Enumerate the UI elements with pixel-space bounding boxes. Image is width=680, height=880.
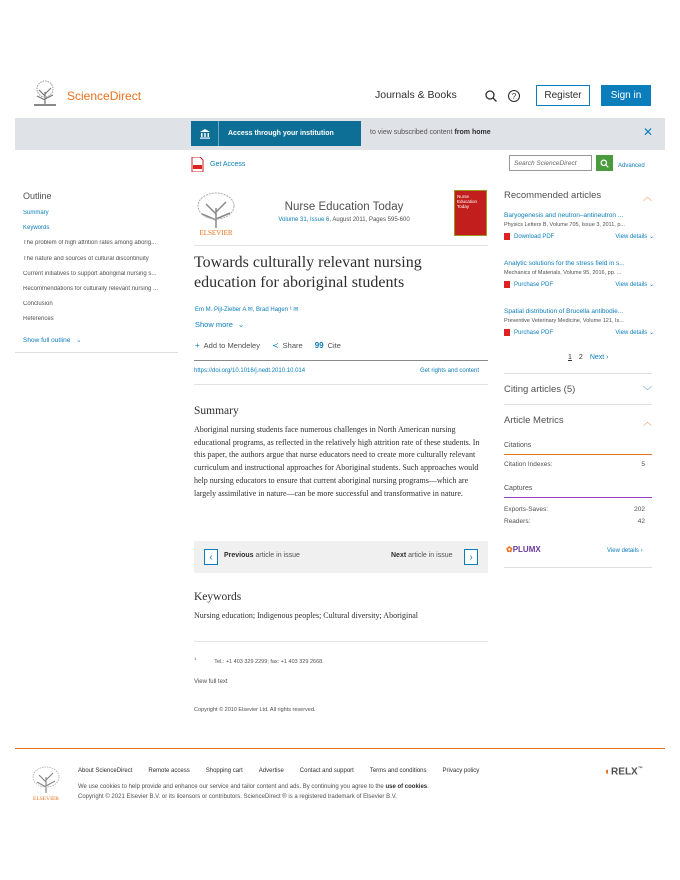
recommended-article-title[interactable]: Spatial distribution of Brucella antibodie...: [504, 308, 624, 315]
rights-link[interactable]: Get rights and content: [420, 368, 480, 374]
sciencedirect-brand[interactable]: ScienceDirect: [67, 89, 142, 103]
citations-label: Citations: [504, 442, 532, 449]
previous-article-button[interactable]: ‹: [204, 549, 218, 565]
citing-articles-title: Citing articles (5): [504, 384, 576, 395]
chevron-down-icon: ﹀: [642, 386, 652, 396]
search-submit-button[interactable]: [596, 155, 613, 171]
show-full-outline-button[interactable]: Show full outline ⌄: [23, 337, 82, 344]
institution-access-label: Access through your institution: [228, 130, 334, 137]
cookie-notice: We use cookies to help provide and enhance our service and tailor content and ads. By continuing you agree to the use of cookies.: [78, 784, 429, 790]
keywords-list: Nursing education; Indigenous peoples; Cultural diversity; Aboriginal: [194, 611, 418, 620]
outline-title: Outline: [23, 191, 52, 201]
captures-divider: [504, 497, 652, 498]
journal-volume: Volume 31, Issue 6, August 2011, Pages 595-600: [278, 217, 410, 223]
recommended-header[interactable]: [504, 190, 652, 203]
keywords-heading: Keywords: [194, 591, 242, 603]
get-access-link[interactable]: [191, 157, 245, 172]
recommended-title: Recommended articles: [504, 190, 602, 201]
outline-divider: [15, 352, 178, 353]
sign-in-button[interactable]: Sign in: [601, 85, 651, 106]
cover-title: Nurse Education Today: [457, 194, 478, 209]
page-2-link[interactable]: 2: [578, 354, 583, 361]
get-access-label: Get Access: [210, 161, 246, 168]
quote-icon: 99: [314, 341, 324, 350]
article-actions: [195, 341, 341, 350]
divider: [504, 567, 652, 568]
elsevier-logo[interactable]: [194, 190, 238, 236]
share-icon: ≺: [271, 341, 279, 350]
citing-articles-header[interactable]: [504, 384, 652, 397]
chevron-up-icon: ︿: [642, 417, 652, 427]
volume-link[interactable]: Volume 31, Issue 6: [278, 217, 330, 223]
view-details-link[interactable]: View details ⌄: [615, 282, 654, 288]
show-more-button[interactable]: Show more ⌄: [195, 320, 245, 329]
elsevier-tree-logo[interactable]: [31, 80, 59, 108]
chevron-down-icon: ⌄: [238, 320, 245, 329]
close-icon[interactable]: ✕: [643, 125, 654, 139]
recommended-article: [504, 260, 654, 288]
help-icon[interactable]: [507, 89, 521, 103]
advanced-search-link[interactable]: Advanced: [618, 163, 645, 169]
summary-text: Aboriginal nursing students face numerous challenges in North American nursing educational programs, as reflected in the relatively high attrition rate of these students. In this paper, the authors argue that nurse educators need to create more culturally relevant curriculum and instructional approaches for Aboriginal students. Such approaches would help nursing educators to ensure that current aboriginal nursing programs—which are largely assimilative in nature—can be more successful and transformative in nature.: [194, 425, 480, 498]
view-details-link[interactable]: View details ⌄: [615, 330, 654, 336]
doi-link[interactable]: https://doi.org/10.1016/j.nedt.2010.10.014: [194, 368, 306, 374]
outline-item-initiatives[interactable]: Current initiatives to support aboriginal nursing s...: [23, 270, 157, 277]
outline-item-conclusion[interactable]: Conclusion: [23, 301, 53, 308]
author-list[interactable]: Em M. Pijl-Zieber A ✉, Brad Hagen ¹ ✉: [195, 307, 299, 313]
previous-article-label[interactable]: Previous article in issue: [224, 552, 300, 559]
recommended-article: [504, 212, 654, 240]
institution-icon: [191, 121, 219, 146]
divider: [504, 373, 652, 374]
search-icon: [600, 159, 609, 168]
recommended-article: [504, 308, 654, 336]
search-input[interactable]: Search ScienceDirect: [509, 155, 592, 171]
footer-divider: [15, 748, 665, 749]
next-article-label[interactable]: Next article in issue: [391, 552, 453, 559]
exports-saves-row: Exports-Saves: 202: [504, 506, 645, 513]
recommended-article-source: Physics Letters B, Volume 705, Issue 3, 2011, p...: [504, 222, 625, 228]
divider: [194, 641, 488, 642]
share-button[interactable]: ≺ Share: [271, 341, 303, 350]
footer-link-advertise[interactable]: Advertise: [258, 768, 284, 774]
article-navigation: [194, 541, 488, 573]
next-page-link[interactable]: Next ›: [589, 354, 609, 361]
institution-banner: [15, 118, 665, 150]
outline-item-references[interactable]: References: [23, 316, 54, 323]
readers-row: Readers: 42: [504, 518, 645, 525]
outline-list: [23, 210, 183, 332]
footer-link-about[interactable]: About ScienceDirect: [78, 768, 133, 774]
recommended-article-source: Preventive Veterinary Medicine, Volume 121, Is...: [504, 318, 624, 324]
footer-copyright: Copyright © 2021 Elsevier B.V. or its licensors or contributors. ScienceDirect ® is a registered trademark of Elsevier B.V.: [78, 794, 397, 800]
article-title: Towards culturally relevant nursing education for aboriginal students: [194, 254, 422, 291]
footer-elsevier-wordmark: ELSEVIER: [33, 796, 59, 801]
footer-link-contact[interactable]: Contact and support: [299, 768, 354, 774]
relx-icon: ◐: [605, 766, 612, 778]
plus-icon: +: [195, 341, 200, 350]
article-metrics-title: Article Metrics: [504, 415, 564, 426]
divider: [194, 245, 488, 246]
outline-item-problem[interactable]: The problem of high attrition rates among aborig...: [23, 240, 157, 247]
chevron-up-icon: ︿: [642, 192, 652, 202]
register-button[interactable]: Register: [536, 85, 590, 106]
institution-access-button[interactable]: [191, 121, 361, 146]
recommended-article-title[interactable]: Baryogenesis and neutron–antineutron ...: [504, 212, 624, 219]
divider: [194, 384, 488, 385]
search-icon[interactable]: [484, 89, 498, 103]
svg-text:?: ?: [511, 92, 517, 101]
footer-link-privacy[interactable]: Privacy policy: [442, 768, 480, 774]
cookies-link[interactable]: use of cookies: [385, 784, 428, 790]
elsevier-wordmark: ELSEVIER: [199, 229, 233, 236]
footer-link-remote-access[interactable]: Remote access: [148, 768, 190, 774]
institution-text: to view subscribed content from home: [370, 129, 491, 136]
article-metrics-header[interactable]: [504, 415, 652, 428]
citations-divider: [504, 454, 652, 455]
purchase-pdf-link[interactable]: Purchase PDF: [504, 329, 553, 336]
page-1-link[interactable]: 1: [568, 354, 572, 361]
pdf-icon: [504, 233, 510, 240]
plumx-icon: ✿: [506, 545, 513, 554]
view-details-link[interactable]: View details ⌄: [615, 234, 654, 240]
add-to-mendeley-button[interactable]: + Add to Mendeley: [195, 341, 260, 350]
divider: [194, 360, 488, 361]
cite-button[interactable]: 99 Cite: [314, 341, 341, 350]
article-copyright: Copyright © 2010 Elsevier Ltd. All rights reserved.: [194, 707, 316, 713]
outline-item-keywords[interactable]: Keywords: [23, 225, 50, 232]
relx-logo[interactable]: ◐RELX™: [605, 766, 643, 778]
download-pdf-link[interactable]: Download PDF: [504, 233, 554, 240]
divider: [504, 404, 652, 405]
summary-heading: Summary: [194, 405, 239, 417]
journals-books-link[interactable]: Journals & Books: [375, 89, 457, 101]
outline-item-recommendations[interactable]: Recommendations for culturally relevant nursing ...: [23, 285, 159, 292]
recommended-article-source: Mechanics of Materials, Volume 95, 2016, pp. ...: [504, 270, 622, 276]
outline-item-summary[interactable]: Summary: [23, 210, 49, 216]
plumx-logo[interactable]: ✿PLUMX: [506, 545, 541, 554]
outline-item-nature[interactable]: The nature and sources of cultural discontinuity: [23, 255, 149, 262]
plumx-view-details-link[interactable]: View details ›: [607, 548, 643, 554]
footnote: $^1$Tel.: +1 403 329 2299; fax: +1 403 329 2668.: [194, 656, 324, 665]
chevron-down-icon: ⌄: [76, 337, 82, 344]
citation-indexes-row: Citation Indexes: 5: [504, 461, 645, 468]
purchase-pdf-link[interactable]: Purchase PDF: [504, 281, 553, 288]
next-article-button[interactable]: ›: [464, 549, 478, 565]
captures-label: Captures: [504, 485, 533, 492]
footer-link-terms[interactable]: Terms and conditions: [369, 768, 427, 774]
journal-cover-image[interactable]: [454, 190, 487, 236]
pdf-icon: [504, 329, 510, 336]
footer-link-shopping-cart[interactable]: Shopping cart: [205, 768, 243, 774]
view-full-text-link[interactable]: View full text: [194, 679, 228, 685]
recommended-pager: [568, 354, 609, 361]
recommended-article-title[interactable]: Analytic solutions for the stress field in s...: [504, 260, 625, 267]
pdf-icon: [191, 157, 204, 172]
pdf-icon: [504, 281, 510, 288]
elsevier-footer-logo[interactable]: [31, 765, 61, 801]
top-header: [0, 78, 680, 114]
footer-links: [78, 768, 479, 774]
footer-text: [78, 782, 429, 802]
journal-title[interactable]: Nurse Education Today: [284, 201, 404, 213]
